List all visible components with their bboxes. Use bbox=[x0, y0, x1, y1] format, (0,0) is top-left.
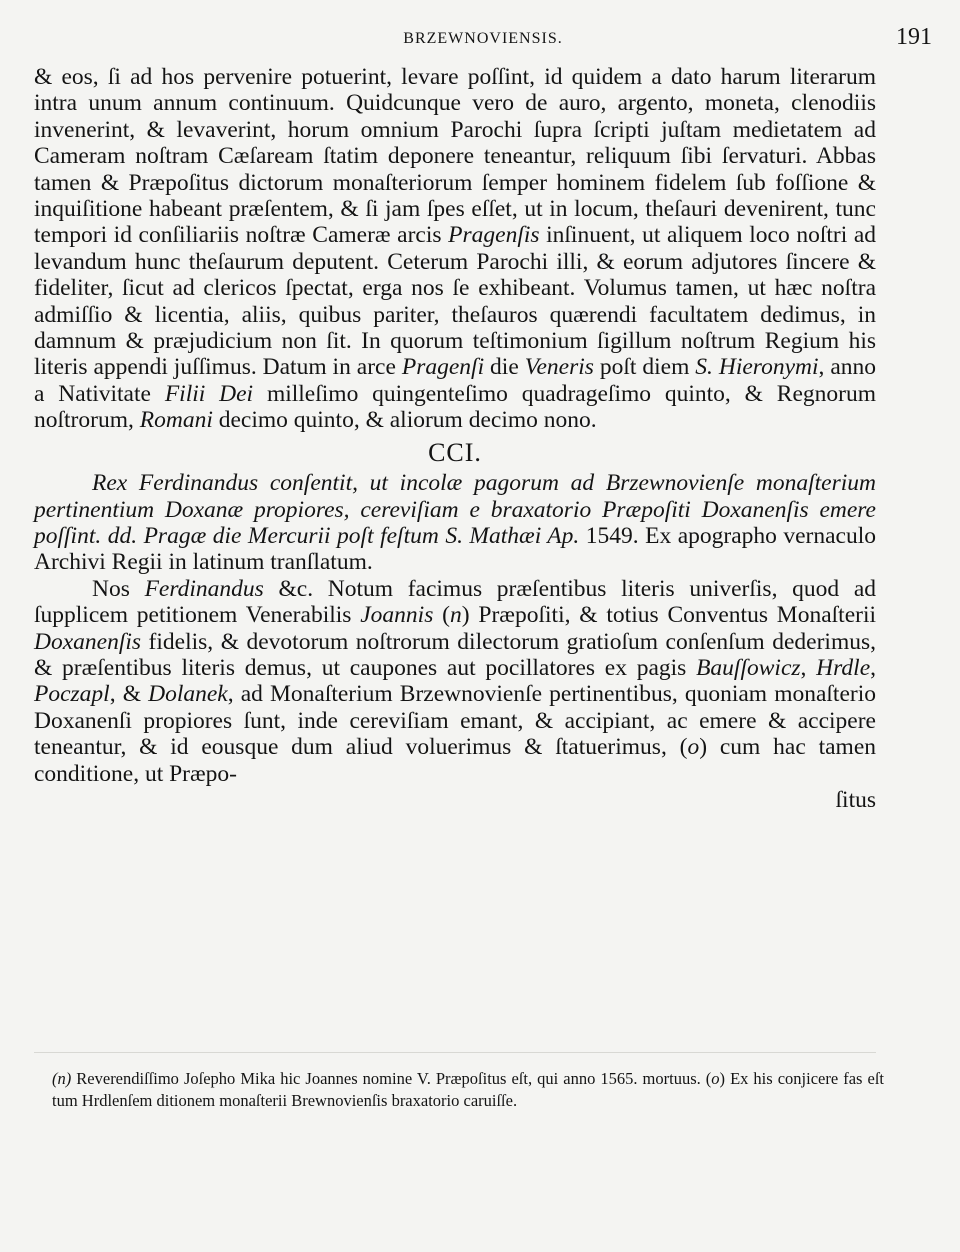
footnotes bbox=[52, 1068, 884, 1112]
main-text bbox=[34, 64, 876, 813]
paragraph-charter: Nos Ferdinandus &c. Notum facimus præſentibus literis univerſis, quod ad ſupplicem petitionem Venerabilis Joannis (n) Præpoſiti, & totius Conventus Monaſterii Doxanenſis fidelis, & devotorum noſtrorum dilectorum gratioſum conſenſum dederimus, & præſentibus literis demus, ut caupones aut pocillatores ex pagis Bauſſowicz, Hrdle, Poczapl, & Dolanek, ad Monaſterium Brzewnovienſe pertinentibus, quoniam monaſterio Doxanenſi propiores ſunt, inde cereviſiam emant, & accipiant, ac emere & accipere teneantur, & id eousque dum aliud voluerimus & ſtatuerimus, (o) cum hac tamen conditione, ut Præpo- bbox=[34, 575, 877, 787]
running-title: BRZEWNOVIENSIS. bbox=[403, 30, 563, 47]
footnote-text: (n) Reverendiſſimo Joſepho Mika hic Joannes nomine V. Præpoſitus eſt, qui anno 1565. mortuus. (o) Ex his conjicere fas eſt tum Hrdlenſem ditionem monaſterii Brewnovienſis braxatorio caruiſſe. bbox=[52, 1069, 884, 1110]
footnote-divider bbox=[34, 1052, 876, 1053]
paragraph-continuation: & eos, ſi ad hos pervenire potuerint, levare poſſint, id quidem a dato harum literarum intra unum annum continuum. Quidcunque vero de auro, argento, moneta, clenodiis invenerint, & levaverint, horum omnium Parochi ſupra ſcripti juſtam medietatem ad Cameram noſtram Cæſaream ſtatim deponere teneantur, reliquum ſibi ſervaturi. Abbas tamen & Præpoſitus dictorum monaſteriorum ſemper hominem fidelem ſub foſſione & inquiſitione habeant præſentem, & ſi jam ſpes eſſet, ut in locum, theſauri devenirent, tunc tempori id conſiliariis noſtræ Cameræ arcis Pragenſis inſinuent, ut aliquem loco noſtri ad levandum hunc theſaurum deputent. Ceterum Parochi illi, & eorum adjutores ſincere & fideliter, ſicut ad clericos ſpectat, erga nos ſe exhibeant. Volumus tamen, ut hæc noſtra admiſſio & licentia, aliis, quibus pariter, theſauros quærendi facultatem dedimus, in damnum & præjudicium non ſit. In quorum teſtimonium ſigillum noſtrum Regium his literis appendi juſſimus. Datum in arce Pragenſi die Veneris poſt diem S. Hieronymi, anno a Nativitate Filii Dei milleſimo quingenteſimo quadrageſimo quinto, & Regnorum noſtrorum, Romani decimo quinto, & aliorum decimo nono. bbox=[34, 64, 877, 434]
catchword: ſitus bbox=[835, 786, 876, 813]
document-number: CCI. bbox=[428, 437, 482, 467]
running-head bbox=[34, 24, 932, 58]
page-number: 191 bbox=[896, 24, 932, 50]
document-summary: Rex Ferdinandus conſentit, ut incolæ pagorum ad Brzewnovienſe monaſterium pertinentium Doxanæ propiores, cereviſiam e braxatorio Præpoſiti Doxanenſis emere poſſint. dd. Pragæ die Mercurii poſt feſtum S. Mathæi Ap. 1549. Ex apographo vernaculo Archivi Regii in latinum tranſlatum. bbox=[34, 470, 877, 576]
